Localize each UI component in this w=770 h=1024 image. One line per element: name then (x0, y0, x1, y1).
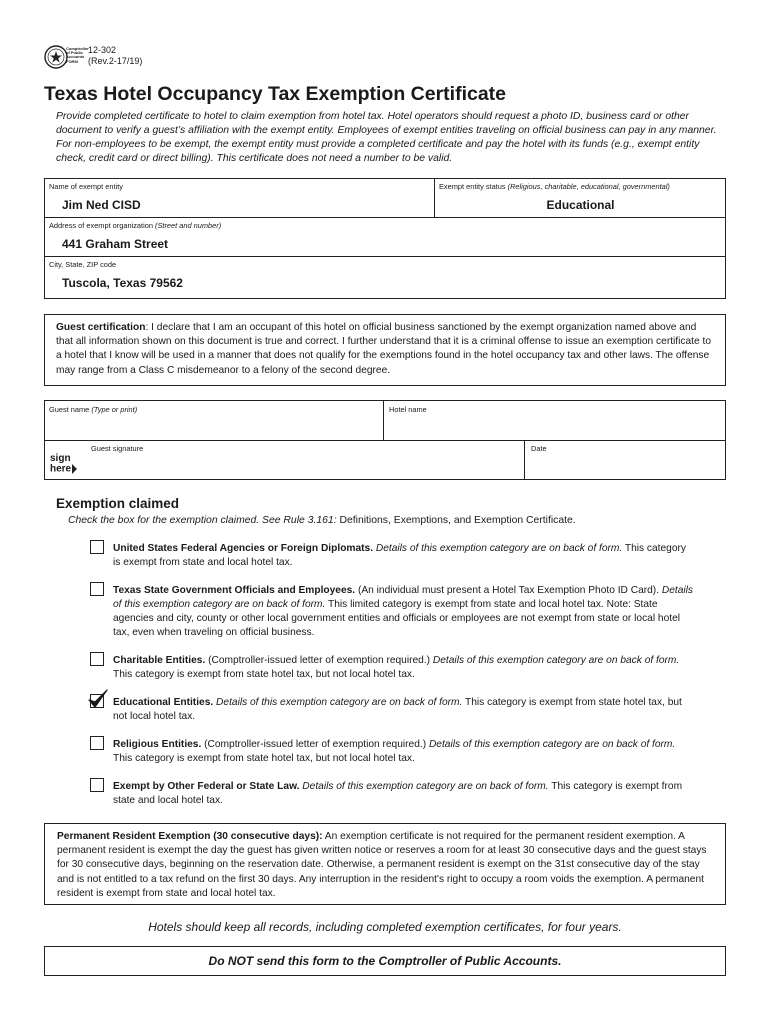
date-field[interactable] (527, 455, 723, 477)
entity-status-hint: (Religious, charitable, educational, governmental) (507, 182, 670, 191)
exemption-item-details: Details of this exemption category are on back of form. (432, 655, 680, 666)
exemption-instruction-italic: Check the box for the exemption claimed. See Rule 3.161: (68, 515, 337, 526)
exemption-item-text: (An individual must present a Hotel Tax Exemption Photo ID Card). (355, 585, 662, 596)
entity-status-label-text: Exempt entity status (439, 182, 506, 191)
entity-name-label: Name of exempt entity (49, 182, 123, 191)
guest-signature-field[interactable] (88, 455, 522, 477)
exemption-heading: Exemption claimed (56, 496, 180, 511)
exemption-instruction (68, 515, 576, 526)
guest-name-hint: (Type or print) (91, 405, 138, 414)
exemption-item-title: Religious Entities. (113, 739, 202, 750)
city-state-zip-label: City, State, ZIP code (49, 260, 117, 269)
exemption-item-details: Details of this exemption category are on back of form. (216, 697, 463, 708)
divider (383, 400, 384, 440)
entity-status-field[interactable]: Educational (546, 198, 615, 212)
exemption-item-text: This category is exempt from state and local hotel tax. (113, 543, 686, 568)
entity-status-label (439, 182, 670, 191)
exemption-item-title: Educational Entities. (113, 697, 214, 708)
divider (44, 217, 726, 218)
exemption-item-text: (Comptroller-issued letter of exemption required.) (205, 655, 433, 666)
address-label (49, 221, 221, 230)
guest-certification-box (44, 314, 726, 386)
hotel-name-label: Hotel name (389, 405, 427, 414)
comptroller-seal-icon (44, 45, 68, 69)
city-state-zip-field[interactable]: Tuscola, Texas 79562 (62, 276, 183, 290)
exemption-item-details: Details of this exemption category are on back of form. (428, 739, 676, 750)
address-field[interactable]: 441 Graham Street (62, 237, 169, 251)
exemption-item-charitable (113, 654, 693, 682)
exemption-item-text: This category is exempt from state hotel tax, but not local hotel tax. (113, 697, 682, 722)
exemption-item-text: (Comptroller-issued letter of exemption required.) (201, 739, 429, 750)
exemption-item-details: Details of this exemption category are on back of form. (375, 543, 623, 554)
intro-text: Provide completed certificate to hotel to claim exemption from hotel tax. Hotel operators should request a photo ID, business card or other document to verify a guest’s affiliation with the exempt entity. Employees of exempt entities traveling on official business can pay in any manner. For non-employees to be exempt, the exempt entity must provide a completed certificate and pay the hotel with its funds (e.g., exempt entity check, credit card or direct billing). This certificate does not need a number to be valid. (56, 111, 717, 164)
do-not-send-notice: Do NOT send this form to the Comptroller of Public Accounts. (44, 946, 726, 976)
date-label: Date (531, 444, 547, 453)
checkbox-federal-agencies[interactable] (90, 540, 104, 554)
exemption-item-other-law (113, 780, 693, 808)
arrow-right-icon (72, 464, 77, 474)
exemption-item-religious (113, 738, 693, 766)
checkmark-icon (87, 689, 109, 709)
exemption-item-text: This category is exempt from state hotel tax, but not local hotel tax. (113, 669, 415, 680)
form-revision: (Rev.2-17/19) (88, 56, 143, 66)
exemption-item-text: This limited category is exempt from state and local hotel tax. Note: State agencies and city, county or other local government entities and officials or employees are not exempt from state or local hotel tax, even when traveling on official business. (113, 599, 681, 638)
guest-signature-label: Guest signature (91, 444, 144, 453)
exemption-item-details: Details of this exemption category are on back of form. (302, 781, 549, 792)
checkbox-charitable[interactable] (90, 652, 104, 666)
form-number-value: 12-302 (88, 45, 117, 55)
address-label-text: Address of exempt organization (49, 221, 153, 230)
exemption-item-title: Texas State Government Officials and Employees. (113, 585, 356, 596)
exemption-item-title: Exempt by Other Federal or State Law. (113, 781, 300, 792)
address-hint: (Street and number) (155, 221, 222, 230)
exemption-item-title: Charitable Entities. (113, 655, 206, 666)
divider (44, 256, 726, 257)
form-number (88, 45, 142, 67)
exemption-instruction-rest: Definitions, Exemptions, and Exemption Certificate. (336, 515, 576, 526)
exemption-item-state (113, 584, 693, 640)
checkbox-religious[interactable] (90, 736, 104, 750)
exemption-item-text: This category is exempt from state hotel tax, but not local hotel tax. (113, 753, 415, 764)
exemption-item-details: Details of this exemption category are on back of form. (113, 585, 693, 610)
exemption-item-text: This category is exempt from state and local hotel tax. (113, 781, 683, 806)
sign-here-marker (50, 454, 77, 475)
checkbox-other-law[interactable] (90, 778, 104, 792)
checkbox-state-officials[interactable] (90, 582, 104, 596)
keep-records-note: Hotels should keep all records, including completed exemption certificates, for four years. (148, 920, 622, 934)
page-title: Texas Hotel Occupancy Tax Exemption Certificate (44, 83, 507, 105)
permanent-resident-text: An exemption certificate is not required for the permanent resident exemption. A permanent resident is exempt the day the guest has given written notice or reserves a room for at least 30 consecutive days and the guest stays for 30 consecutive days, beginning on the reservation date. Otherwise, a permanent resident is exempt on the 31st consecutive day of the stay and is not entitled to a tax refund on the first 30 days. Any interruption in the resident's right to occupy a room voids the exemption. A permanent resident is exempt from state and local hotel tax. (57, 831, 707, 899)
divider (524, 440, 525, 480)
permanent-resident-heading: Permanent Resident Exemption (30 consecutive days): (57, 831, 323, 842)
entity-name-field[interactable]: Jim Ned CISD (62, 198, 141, 212)
guest-name-field[interactable] (46, 416, 381, 438)
exemption-item-title: United States Federal Agencies or Foreign Diplomats. (113, 543, 374, 554)
here-text: here (50, 463, 72, 475)
hotel-name-field[interactable] (386, 416, 724, 438)
guest-certification-text: : I declare that I am an occupant of this hotel on official business sanctioned by the exempt organization named above and that all information shown on this document is true and correct. I further understand that it is a criminal offense to issue an exemption certificate to a hotel that I know will be used in a manner that does not qualify for the exemptions found in the hotel occupancy tax and other laws. The offense may range from a Class C misdemeanor to a felony of the second degree. (56, 322, 711, 376)
exemption-item-educational (113, 696, 693, 724)
sign-text: sign (50, 453, 71, 464)
comptroller-logo-text: Comptroller of Public Accounts FORM (66, 46, 89, 64)
guest-name-label-text: Guest name (49, 405, 90, 414)
exemption-item-federal (113, 542, 693, 570)
guest-name-label (49, 405, 137, 414)
guest-certification-heading: Guest certification (56, 322, 146, 333)
divider (44, 440, 726, 441)
permanent-resident-box (44, 823, 726, 905)
